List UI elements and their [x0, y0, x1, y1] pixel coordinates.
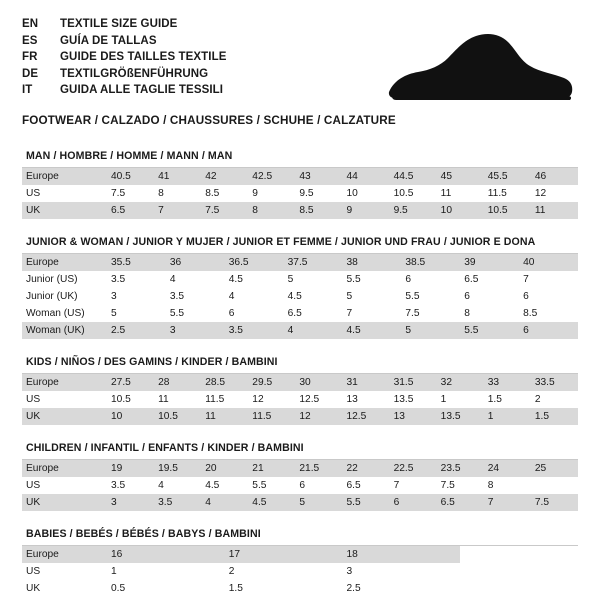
cell: 6.5	[437, 494, 484, 511]
table-row	[22, 288, 578, 305]
cell-empty	[460, 563, 578, 580]
language-code: IT	[22, 84, 33, 96]
cell: 8.5	[295, 202, 342, 219]
cell: 41	[154, 168, 201, 185]
cell: 7	[519, 271, 578, 288]
row-label: Junior (UK)	[22, 288, 107, 305]
cell: 8	[484, 477, 531, 494]
cell: 13	[390, 408, 437, 425]
cell: 5	[343, 288, 402, 305]
cell: 19	[107, 460, 154, 477]
cell: 1.5	[225, 580, 343, 597]
language-code: DE	[22, 67, 39, 80]
cell: 13.5	[437, 408, 484, 425]
cell: 7.5	[437, 477, 484, 494]
section-title: KIDS / NIÑOS / DES GAMINS / KINDER / BAMBINI	[22, 352, 578, 374]
cell: 7.5	[201, 202, 248, 219]
cell: 3.5	[107, 477, 154, 494]
cell: 7.5	[531, 494, 578, 511]
cell: 21.5	[295, 460, 342, 477]
table-row	[22, 305, 578, 322]
cell-empty	[460, 580, 578, 597]
row-label: US	[22, 185, 107, 202]
cell: 1.5	[484, 391, 531, 408]
spacer	[22, 221, 578, 232]
row-label: Junior (US)	[22, 271, 107, 288]
section-man	[22, 146, 578, 219]
cell: 8.5	[201, 185, 248, 202]
row-label: Europe	[22, 546, 107, 563]
cell: 4	[154, 477, 201, 494]
row-label: US	[22, 391, 107, 408]
row-label: UK	[22, 494, 107, 511]
cell: 7	[154, 202, 201, 219]
cell: 12	[248, 391, 295, 408]
cell: 4.5	[201, 477, 248, 494]
cell: 3	[166, 322, 225, 339]
cell: 18	[343, 546, 461, 563]
cell: 5.5	[460, 322, 519, 339]
section-babies	[22, 524, 578, 597]
cell: 6	[390, 494, 437, 511]
cell: 8	[460, 305, 519, 322]
language-title: GUIDE DES TAILLES TEXTILE	[60, 51, 227, 63]
cell: 11	[437, 185, 484, 202]
section-kids	[22, 352, 578, 425]
row-label: Europe	[22, 168, 107, 185]
cell: 1	[484, 408, 531, 425]
row-label: Europe	[22, 374, 107, 391]
table-row	[22, 563, 578, 580]
size-table	[22, 546, 578, 597]
cell: 8	[154, 185, 201, 202]
row-label: US	[22, 563, 107, 580]
cell: 12.5	[295, 391, 342, 408]
cell: 24	[484, 460, 531, 477]
cell: 10	[437, 202, 484, 219]
cell: 11	[201, 408, 248, 425]
cell: 38.5	[401, 254, 460, 271]
cell: 36.5	[225, 254, 284, 271]
cell: 44	[342, 168, 389, 185]
dress-shoe-icon	[384, 30, 574, 110]
document-header	[22, 16, 578, 127]
size-table	[22, 374, 578, 425]
cell: 6.5	[107, 202, 154, 219]
cell: 45	[437, 168, 484, 185]
spacer	[22, 513, 578, 524]
cell: 3.5	[225, 322, 284, 339]
cell: 6.5	[460, 271, 519, 288]
cell: 7.5	[107, 185, 154, 202]
cell: 6	[519, 322, 578, 339]
cell-empty	[460, 546, 578, 563]
cell: 11.5	[248, 408, 295, 425]
cell: 1	[107, 563, 225, 580]
cell: 4	[225, 288, 284, 305]
row-label: UK	[22, 580, 107, 597]
cell	[531, 477, 578, 494]
cell: 5.5	[166, 305, 225, 322]
section-title: CHILDREN / INFANTIL / ENFANTS / KINDER / BAMBINI	[22, 438, 578, 460]
cell: 13.5	[390, 391, 437, 408]
cell: 1	[437, 391, 484, 408]
cell: 42.5	[248, 168, 295, 185]
cell: 8.5	[519, 305, 578, 322]
cell: 31	[342, 374, 389, 391]
cell: 29.5	[248, 374, 295, 391]
cell: 9	[248, 185, 295, 202]
cell: 3.5	[154, 494, 201, 511]
table-row	[22, 460, 578, 477]
row-label: US	[22, 477, 107, 494]
cell: 17	[225, 546, 343, 563]
language-title: TEXTILE SIZE GUIDE	[60, 18, 178, 30]
cell: 6.5	[342, 477, 389, 494]
row-label: Europe	[22, 460, 107, 477]
table-row	[22, 271, 578, 288]
language-code: FR	[22, 51, 38, 63]
cell: 36	[166, 254, 225, 271]
cell: 40	[519, 254, 578, 271]
language-code: EN	[22, 18, 39, 30]
cell: 28.5	[201, 374, 248, 391]
table-row	[22, 374, 578, 391]
spacer	[22, 341, 578, 352]
cell: 7.5	[401, 305, 460, 322]
cell: 4	[166, 271, 225, 288]
cell: 0.5	[107, 580, 225, 597]
cell: 13	[342, 391, 389, 408]
cell: 6	[519, 288, 578, 305]
cell: 31.5	[390, 374, 437, 391]
cell: 6.5	[284, 305, 343, 322]
cell: 6	[225, 305, 284, 322]
cell: 4.5	[284, 288, 343, 305]
cell: 8	[248, 202, 295, 219]
cell: 46	[531, 168, 578, 185]
cell: 33.5	[531, 374, 578, 391]
cell: 7	[390, 477, 437, 494]
cell: 2.5	[343, 580, 461, 597]
cell: 42	[201, 168, 248, 185]
section-title: BABIES / BEBÉS / BÉBÉS / BABYS / BAMBINI	[22, 524, 578, 546]
cell: 4	[284, 322, 343, 339]
cell: 27.5	[107, 374, 154, 391]
cell: 4	[201, 494, 248, 511]
cell: 10	[107, 408, 154, 425]
section-title: MAN / HOMBRE / HOMME / MANN / MAN	[22, 146, 578, 168]
row-label: Europe	[22, 254, 107, 271]
cell: 43	[295, 168, 342, 185]
cell: 5	[284, 271, 343, 288]
section-junior-woman	[22, 232, 578, 339]
size-table	[22, 168, 578, 219]
table-row	[22, 580, 578, 597]
cell: 4.5	[343, 322, 402, 339]
language-title: GUÍA DE TALLAS	[60, 34, 157, 47]
cell: 44.5	[390, 168, 437, 185]
cell: 21	[248, 460, 295, 477]
table-row	[22, 185, 578, 202]
cell: 39	[460, 254, 519, 271]
cell: 2	[531, 391, 578, 408]
cell: 38	[343, 254, 402, 271]
cell: 5.5	[343, 271, 402, 288]
cell: 11.5	[484, 185, 531, 202]
cell: 22	[342, 460, 389, 477]
cell: 6	[460, 288, 519, 305]
language-title: TEXTILGRÖßENFÜHRUNG	[60, 67, 209, 80]
cell: 23.5	[437, 460, 484, 477]
row-label: UK	[22, 202, 107, 219]
cell: 12	[531, 185, 578, 202]
cell: 19.5	[154, 460, 201, 477]
cell: 10.5	[107, 391, 154, 408]
cell: 45.5	[484, 168, 531, 185]
table-row	[22, 254, 578, 271]
cell: 40.5	[107, 168, 154, 185]
cell: 5.5	[342, 494, 389, 511]
category-line: FOOTWEAR / CALZADO / CHAUSSURES / SCHUHE / CALZATURE	[22, 113, 396, 127]
table-row	[22, 168, 578, 185]
size-table	[22, 254, 578, 339]
language-code: ES	[22, 34, 38, 47]
size-table	[22, 460, 578, 511]
cell: 10.5	[154, 408, 201, 425]
cell: 9	[342, 202, 389, 219]
cell: 6	[295, 477, 342, 494]
table-row	[22, 477, 578, 494]
row-label: Woman (UK)	[22, 322, 107, 339]
table-row	[22, 322, 578, 339]
cell: 5.5	[248, 477, 295, 494]
language-title: GUIDA ALLE TAGLIE TESSILI	[60, 84, 224, 96]
cell: 10	[342, 185, 389, 202]
cell: 12	[295, 408, 342, 425]
cell: 5	[401, 322, 460, 339]
table-row	[22, 391, 578, 408]
cell: 30	[295, 374, 342, 391]
cell: 33	[484, 374, 531, 391]
cell: 22.5	[390, 460, 437, 477]
cell: 2.5	[107, 322, 166, 339]
cell: 9.5	[295, 185, 342, 202]
cell: 3	[343, 563, 461, 580]
size-tables	[22, 146, 578, 597]
cell: 11.5	[201, 391, 248, 408]
cell: 12.5	[342, 408, 389, 425]
cell: 16	[107, 546, 225, 563]
cell: 10.5	[484, 202, 531, 219]
cell: 3	[107, 288, 166, 305]
row-label: Woman (US)	[22, 305, 107, 322]
cell: 3	[107, 494, 154, 511]
table-row	[22, 408, 578, 425]
cell: 35.5	[107, 254, 166, 271]
section-title: JUNIOR & WOMAN / JUNIOR Y MUJER / JUNIOR ET FEMME / JUNIOR UND FRAU / JUNIOR E DONA	[22, 232, 578, 254]
section-children	[22, 438, 578, 511]
spacer	[22, 427, 578, 438]
cell: 10.5	[390, 185, 437, 202]
cell: 4.5	[248, 494, 295, 511]
cell: 28	[154, 374, 201, 391]
cell: 20	[201, 460, 248, 477]
cell: 6	[401, 271, 460, 288]
cell: 7	[343, 305, 402, 322]
cell: 4.5	[225, 271, 284, 288]
cell: 5	[107, 305, 166, 322]
table-row	[22, 494, 578, 511]
cell: 9.5	[390, 202, 437, 219]
table-row	[22, 546, 578, 563]
cell: 3.5	[107, 271, 166, 288]
cell: 1.5	[531, 408, 578, 425]
cell: 25	[531, 460, 578, 477]
cell: 11	[531, 202, 578, 219]
table-row	[22, 202, 578, 219]
cell: 3.5	[166, 288, 225, 305]
cell: 37.5	[284, 254, 343, 271]
row-label: UK	[22, 408, 107, 425]
cell: 5	[295, 494, 342, 511]
cell: 32	[437, 374, 484, 391]
cell: 7	[484, 494, 531, 511]
cell: 11	[154, 391, 201, 408]
cell: 2	[225, 563, 343, 580]
cell: 5.5	[401, 288, 460, 305]
